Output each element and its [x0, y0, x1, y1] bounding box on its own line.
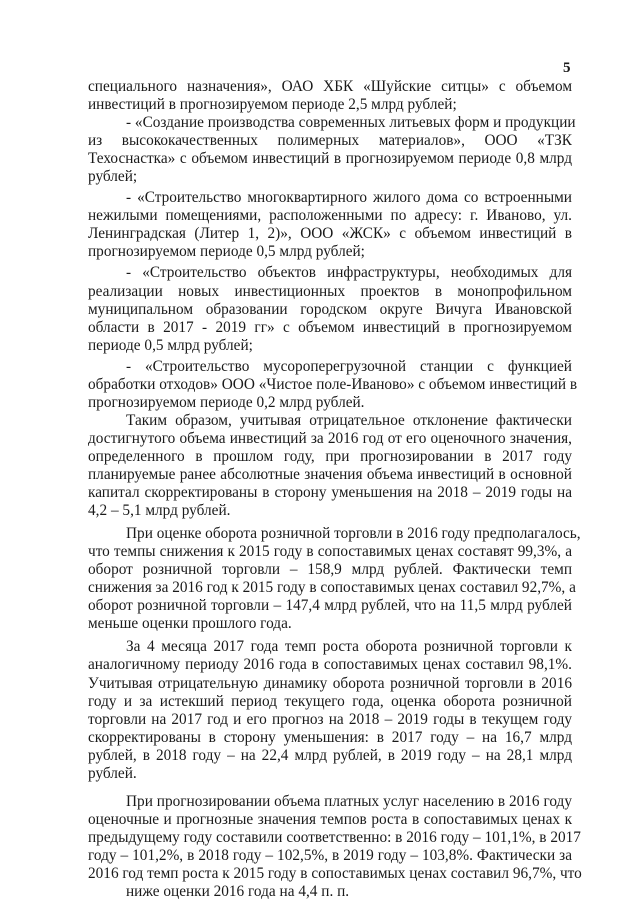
text-line: году и за истекший период текущего года, оценка оборота розничной: [88, 692, 572, 710]
text-line: Таким образом, учитывая отрицательное отклонение фактически: [126, 411, 572, 429]
text-line: оценочные и прогнозные значения темпов роста в сопоставимых ценах к: [88, 810, 572, 828]
text-line: планируемые ранее абсолютные значения объема инвестиций в основной: [88, 465, 572, 483]
list-item-molds: [88, 114, 576, 186]
text-line: рублей, в 2018 году – на 22,4 млрд рублей, в 2019 году – на 28,1 млрд: [88, 746, 572, 764]
paragraph-retail-forecast: [88, 638, 572, 782]
text-line: оборот розничной торговли – 147,4 млрд рублей, что на 11,5 млрд рублей: [88, 597, 572, 615]
text-line: Учитывая отрицательную динамику оборота розничной торговли в 2016: [88, 674, 572, 692]
text-line: скорректированы в сторону уменьшения: в 2017 году – на 16,7 млрд: [88, 728, 572, 746]
text-line: - «Строительство объектов инфраструктуры, необходимых для: [126, 264, 572, 282]
text-line: снижения за 2016 год к 2015 году в сопоставимых ценах составил 92,7%, а: [88, 579, 576, 597]
text-line: предыдущему году составили соответственно: в 2016 году – 101,1%, в 2017: [88, 828, 581, 846]
text-line: - «Строительство мусороперегрузочной станции с функцией: [126, 357, 572, 375]
text-line: инвестиций в прогнозируемом периоде 2,5 млрд рублей;: [88, 96, 457, 114]
list-item-housing: [88, 189, 572, 261]
text-line: обработки отходов» ООО «Чистое поле-Иваново» с объемом инвестиций в: [88, 375, 578, 393]
text-line: из высококачественных полимерных материалов», ООО «ТЗК: [88, 132, 572, 150]
text-line: аналогичному периоду 2016 года в сопоставимых ценах составил 98,1%.: [88, 656, 572, 674]
text-line: рублей;: [88, 168, 138, 186]
text-line: Ленинградская (Литер 1, 2)», ООО «ЖСК» с объемом инвестиций в: [88, 225, 572, 243]
text-line: что темпы снижения к 2015 году в сопоставимых ценах составят 99,3%, а: [88, 543, 572, 561]
text-line: периоде 0,5 млрд рублей;: [88, 336, 253, 354]
text-line: области в 2017 - 2019 гг» с объемом инвестиций в прогнозируемом: [88, 318, 572, 336]
text-line: году – 101,2%, в 2018 году – 102,5%, в 2019 году – 103,8%. Фактически за: [88, 846, 572, 864]
text-line: торговли на 2017 год и его прогноз на 2018 – 2019 годы в текущем году: [88, 710, 572, 728]
text-line: За 4 месяца 2017 года темп роста оборота розничной торговли к: [126, 638, 572, 656]
document-body: [88, 78, 582, 901]
paragraph-paid-services: [88, 792, 582, 901]
text-line: 4,2 – 5,1 млрд рублей.: [88, 502, 231, 520]
text-line: специального назначения», ОАО ХБК «Шуйские ситцы» с объемом: [88, 78, 572, 95]
paragraph-investment-summary: [88, 412, 572, 520]
text-line: нежилыми помещениями, расположенными по адресу: г. Иваново, ул.: [88, 207, 572, 225]
text-line: прогнозируемом периоде 0,5 млрд рублей;: [88, 243, 365, 261]
text-line: 2016 год темп роста к 2015 году в сопоставимых ценах составил 96,7%, что: [88, 864, 582, 882]
list-item-waste-station: [88, 357, 578, 412]
text-line: - «Строительство многоквартирного жилого дома со встроенными: [126, 189, 572, 207]
paragraph-continuation: [88, 78, 572, 114]
text-line: определенного в прошлом году, при прогнозировании в 2017 году: [88, 447, 572, 465]
text-line: меньше оценки прошлого года.: [88, 615, 292, 633]
text-line: Техоснастка» с объемом инвестиций в прогнозируемом периоде 0,8 млрд: [88, 150, 572, 168]
text-line: реализации новых инвестиционных проектов в монопрофильном: [88, 282, 572, 300]
text-line: При оценке оборота розничной торговли в 2016 году предполагалось,: [126, 525, 581, 543]
text-line: прогнозируемом периоде 0,2 млрд рублей.: [88, 393, 365, 411]
text-line: достигнутого объема инвестиций за 2016 год от его оценочного значения,: [88, 429, 572, 447]
text-line: рублей.: [88, 764, 137, 782]
paragraph-retail-estimate: [88, 525, 581, 633]
text-line: При прогнозировании объема платных услуг населению в 2016 году: [126, 792, 572, 810]
text-line: ниже оценки 2016 года на 4,4 п. п.: [126, 883, 350, 901]
list-item-infrastructure: [88, 264, 572, 354]
text-line: - «Создание производства современных литьевых форм и продукции: [126, 114, 576, 132]
text-line: оборот розничной торговли – 158,9 млрд рублей. Фактически темп: [88, 561, 572, 579]
page-number: 5: [563, 60, 571, 76]
text-line: капитал скорректированы в сторону уменьшения на 2018 – 2019 годы на: [88, 484, 572, 502]
text-line: муниципальном образовании городском округе Вичуга Ивановской: [88, 300, 572, 318]
